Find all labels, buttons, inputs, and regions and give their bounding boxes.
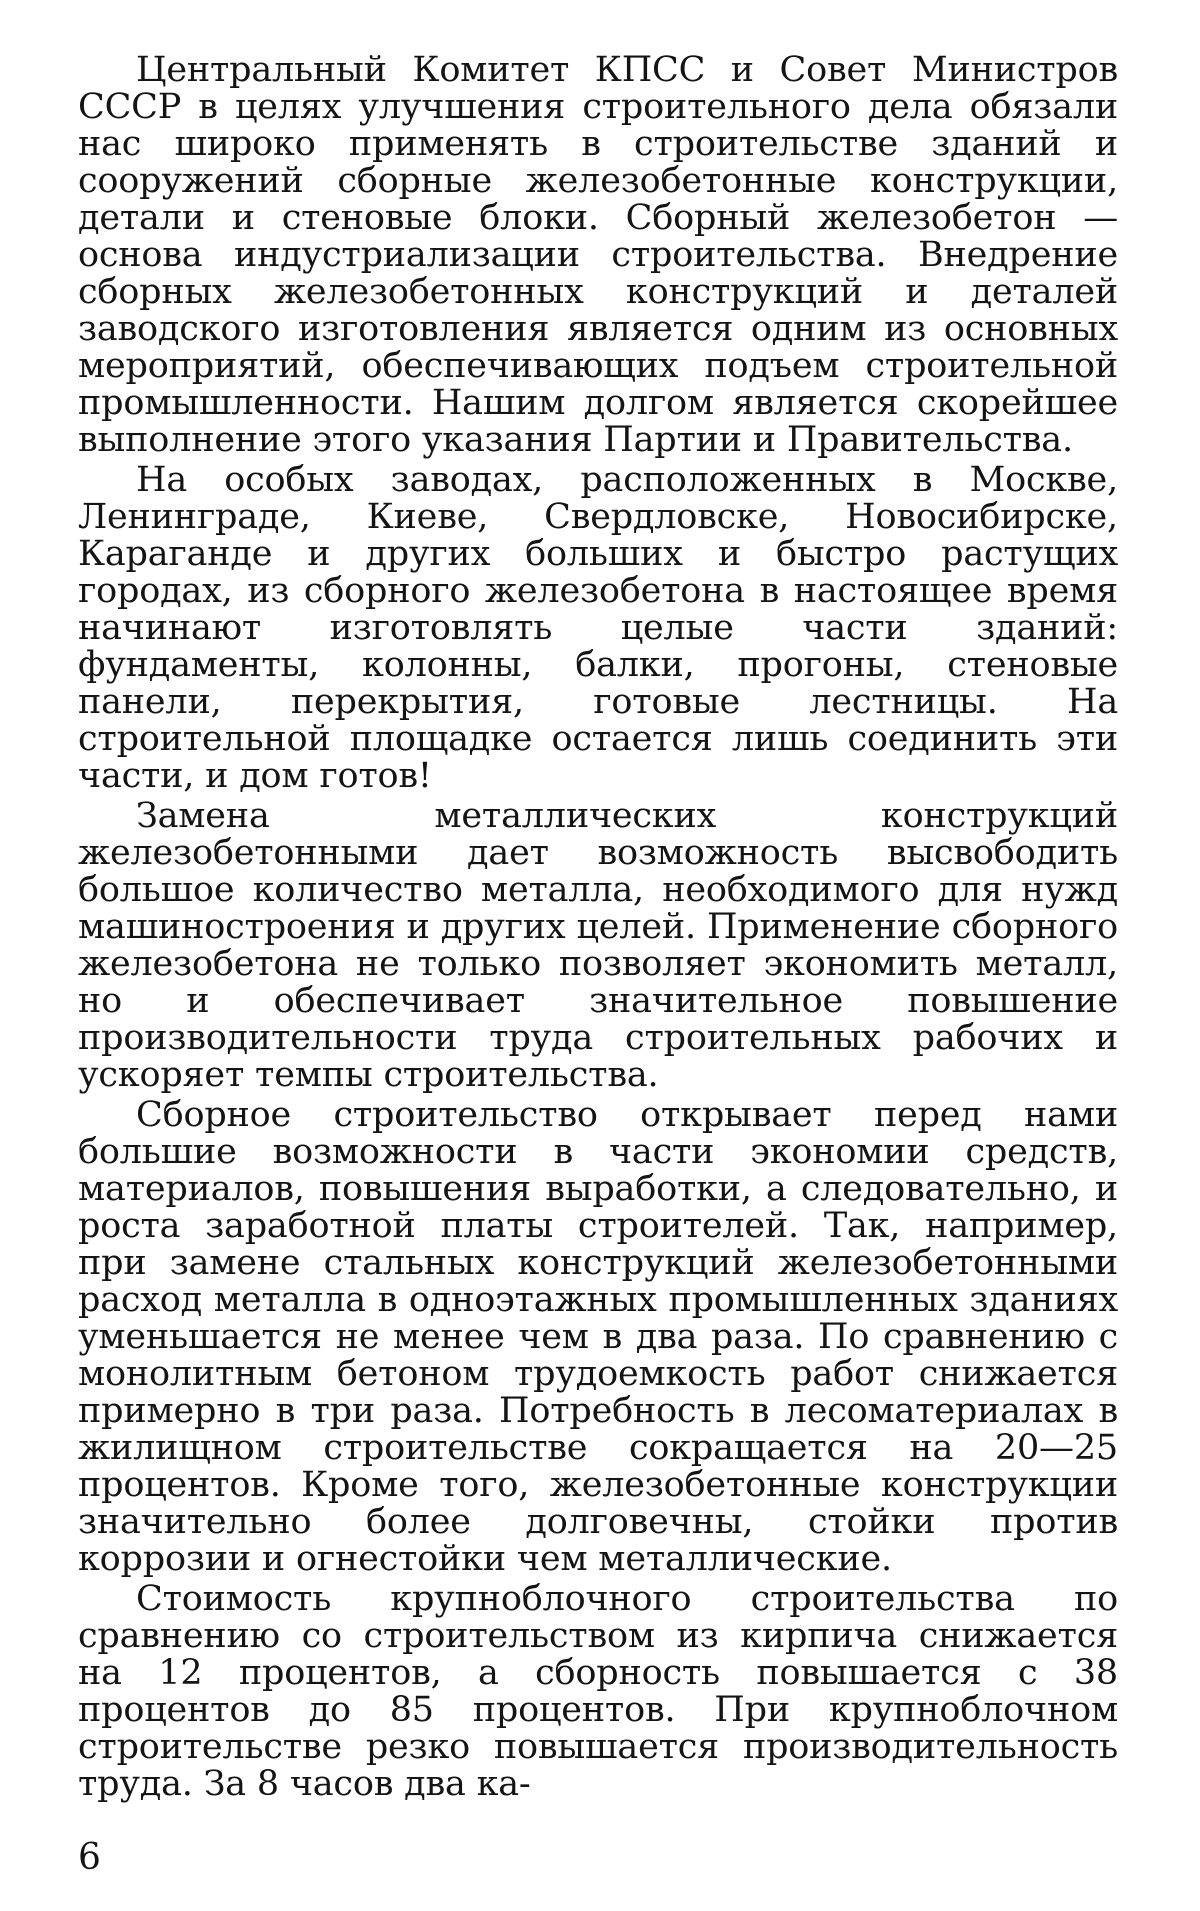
- paragraph-5: Стоимость крупноблочного строительства по сравнению со строительством из кирпича снижается на 12 процентов, а сборность повышается с 38 процентов до 85 процентов. При крупноблочном строительстве резко повышается производительность труда. За 8 часов два ка-: [78, 1579, 1118, 1804]
- body-text: [78, 52, 1118, 1806]
- paragraph-3: Замена металлических конструкций железобетонными дает возможность высвободить большое количество металла, необходимого для нужд машиностроения и других целей. Применение сборного железобетона не только позволяет экономить металл, но и обеспечивает значительное повышение производительности труда строительных рабочих и ускоряет темпы строительства.: [78, 796, 1118, 1095]
- paragraph-4: Сборное строительство открывает перед нами большие возможности в части экономии средств, материалов, повышения выработки, а следовательно, и роста заработной платы строителей. Так, например, при замене стальных конструкций железобетонными расход металла в одноэтажных промышленных зданиях уменьшается не менее чем в два раза. По сравнению с монолитным бетоном трудоемкость работ снижается примерно в три раза. Потребность в лесоматериалах в жилищном строительстве сокращается на 20—25 процентов. Кроме того, железобетонные конструкции значительно более долговечны, стойки против коррозии и огнестойки чем металлические.: [78, 1095, 1118, 1579]
- page-number: 6: [78, 1837, 101, 1878]
- paragraph-2: На особых заводах, расположенных в Москве, Ленинграде, Киеве, Свердловске, Новосибирске, Караганде и других больших и быстро растущих городах, из сборного железобетона в настоящее время начинают изготовлять целые части зданий: фундаменты, колонны, балки, прогоны, стеновые панели, перекрытия, готовые лестницы. На строительной площадке остается лишь соединить эти части, и дом готов!: [78, 460, 1118, 796]
- paragraph-1: Центральный Комитет КПСС и Совет Министров СССР в целях улучшения строительного дела обязали нас широко применять в строительстве зданий и сооружений сборные железобетонные конструкции, детали и стеновые блоки. Сборный железобетон — основа индустриализации строительства. Внедрение сборных железобетонных конструкций и деталей заводского изготовления является одним из основных мероприятий, обеспечивающих подъем строительной промышленности. Нашим долгом является скорейшее выполнение этого указания Партии и Правительства.: [78, 50, 1118, 460]
